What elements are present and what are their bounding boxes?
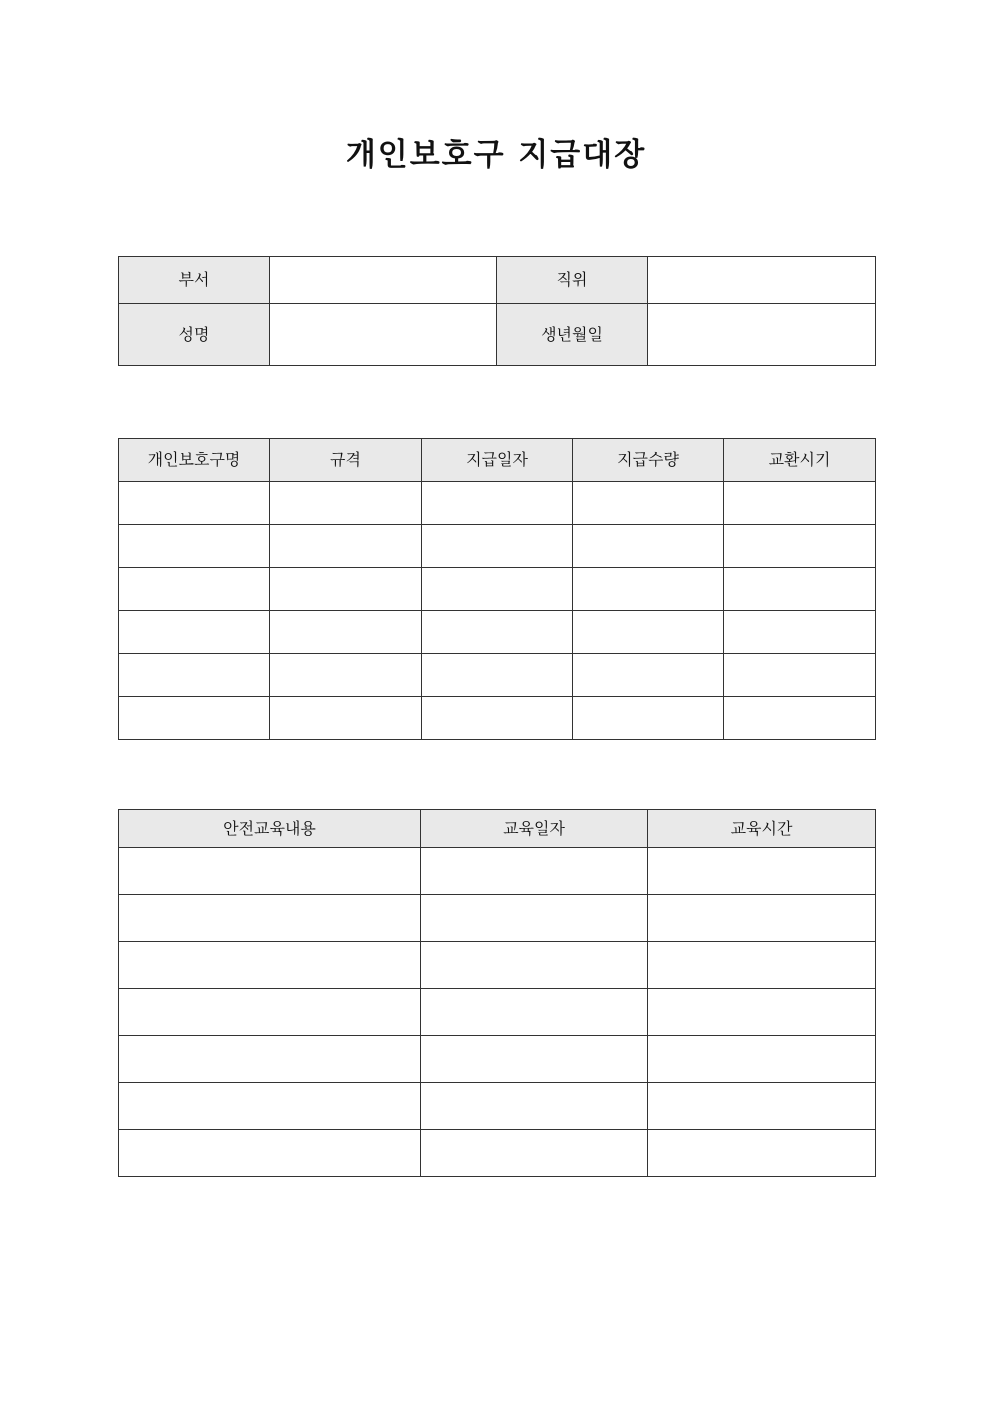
spec-cell[interactable]	[270, 568, 422, 611]
table-row	[119, 482, 876, 525]
table-row	[119, 989, 876, 1036]
education-content-cell[interactable]	[119, 895, 421, 942]
birth-field[interactable]	[648, 304, 876, 366]
table-row	[119, 1130, 876, 1177]
table-row	[119, 568, 876, 611]
education-hours-cell[interactable]	[648, 1036, 876, 1083]
education-date-cell[interactable]	[421, 848, 648, 895]
header-education-hours: 교육시간	[648, 810, 876, 848]
education-date-cell[interactable]	[421, 1130, 648, 1177]
spec-cell[interactable]	[270, 525, 422, 568]
position-label: 직위	[497, 257, 648, 304]
issue-qty-cell[interactable]	[573, 482, 724, 525]
issue-qty-cell[interactable]	[573, 611, 724, 654]
education-date-cell[interactable]	[421, 942, 648, 989]
table-row	[119, 848, 876, 895]
birth-label: 생년월일	[497, 304, 648, 366]
issue-qty-cell[interactable]	[573, 654, 724, 697]
header-spec: 규격	[270, 439, 422, 482]
ppe-name-cell[interactable]	[119, 611, 270, 654]
table-row	[119, 611, 876, 654]
document-title: 개인보호구 지급대장	[345, 137, 647, 173]
ppe-name-cell[interactable]	[119, 697, 270, 740]
name-label: 성명	[119, 304, 270, 366]
ppe-name-cell[interactable]	[119, 482, 270, 525]
header-replace-time: 교환시기	[724, 439, 876, 482]
table-row	[119, 942, 876, 989]
replace-time-cell[interactable]	[724, 654, 876, 697]
dept-label: 부서	[119, 257, 270, 304]
issue-date-cell[interactable]	[422, 525, 573, 568]
table-row	[119, 525, 876, 568]
education-date-cell[interactable]	[421, 895, 648, 942]
table-row	[119, 697, 876, 740]
ppe-issue-table	[118, 438, 876, 740]
education-hours-cell[interactable]	[648, 942, 876, 989]
replace-time-cell[interactable]	[724, 697, 876, 740]
header-issue-qty: 지급수량	[573, 439, 724, 482]
spec-cell[interactable]	[270, 697, 422, 740]
education-hours-cell[interactable]	[648, 848, 876, 895]
ppe-name-cell[interactable]	[119, 654, 270, 697]
name-field[interactable]	[270, 304, 497, 366]
ppe-header-row	[119, 439, 876, 482]
issue-qty-cell[interactable]	[573, 697, 724, 740]
education-content-cell[interactable]	[119, 989, 421, 1036]
header-education-date: 교육일자	[421, 810, 648, 848]
education-content-cell[interactable]	[119, 848, 421, 895]
replace-time-cell[interactable]	[724, 611, 876, 654]
issue-date-cell[interactable]	[422, 654, 573, 697]
spec-cell[interactable]	[270, 654, 422, 697]
safety-education-table	[118, 809, 876, 1177]
education-content-cell[interactable]	[119, 1083, 421, 1130]
table-row	[119, 1036, 876, 1083]
education-date-cell[interactable]	[421, 989, 648, 1036]
education-content-cell[interactable]	[119, 1130, 421, 1177]
table-row	[119, 895, 876, 942]
replace-time-cell[interactable]	[724, 568, 876, 611]
education-hours-cell[interactable]	[648, 1130, 876, 1177]
spec-cell[interactable]	[270, 482, 422, 525]
education-header-row	[119, 810, 876, 848]
education-hours-cell[interactable]	[648, 895, 876, 942]
replace-time-cell[interactable]	[724, 525, 876, 568]
education-date-cell[interactable]	[421, 1083, 648, 1130]
education-date-cell[interactable]	[421, 1036, 648, 1083]
issue-date-cell[interactable]	[422, 697, 573, 740]
education-hours-cell[interactable]	[648, 1083, 876, 1130]
spec-cell[interactable]	[270, 611, 422, 654]
header-ppe-name: 개인보호구명	[119, 439, 270, 482]
ppe-name-cell[interactable]	[119, 525, 270, 568]
info-row-2	[119, 304, 876, 366]
issue-date-cell[interactable]	[422, 482, 573, 525]
issue-date-cell[interactable]	[422, 568, 573, 611]
education-content-cell[interactable]	[119, 1036, 421, 1083]
education-hours-cell[interactable]	[648, 989, 876, 1036]
header-education-content: 안전교육내용	[119, 810, 421, 848]
header-issue-date: 지급일자	[422, 439, 573, 482]
issue-date-cell[interactable]	[422, 611, 573, 654]
replace-time-cell[interactable]	[724, 482, 876, 525]
table-row	[119, 654, 876, 697]
position-field[interactable]	[648, 257, 876, 304]
info-row-1	[119, 257, 876, 304]
employee-info-table	[118, 256, 876, 366]
dept-field[interactable]	[270, 257, 497, 304]
issue-qty-cell[interactable]	[573, 525, 724, 568]
table-row	[119, 1083, 876, 1130]
education-content-cell[interactable]	[119, 942, 421, 989]
issue-qty-cell[interactable]	[573, 568, 724, 611]
ppe-name-cell[interactable]	[119, 568, 270, 611]
